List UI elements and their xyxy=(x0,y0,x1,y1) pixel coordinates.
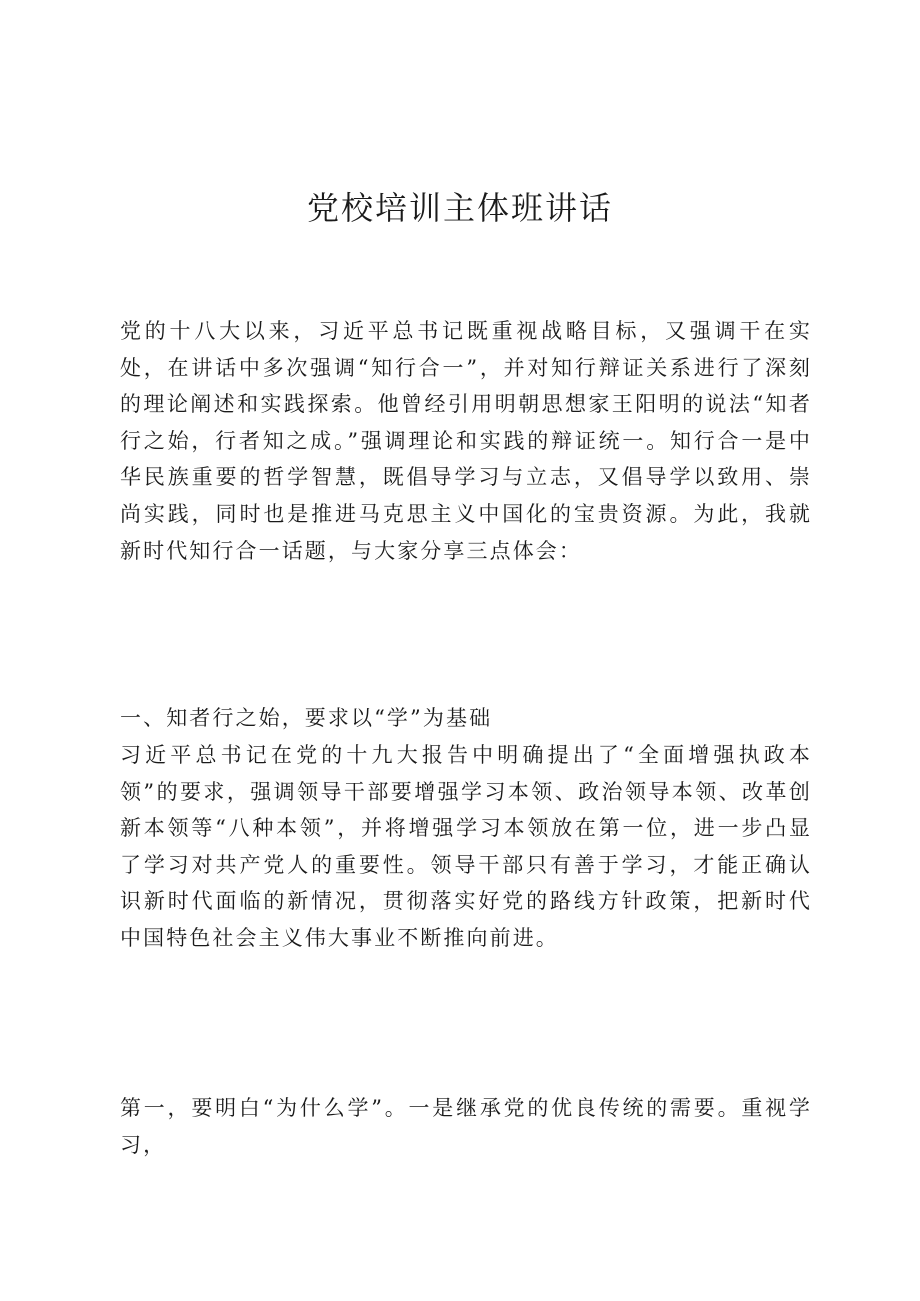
section-1-heading: 一、知者行之始，要求以“学”为基础 xyxy=(120,706,493,730)
intro-paragraph: 党的十八大以来，习近平总书记既重视战略目标，又强调干在实处，在讲话中多次强调“知行合一”，并对知行辩证关系进行了深刻的理论阐述和实践探索。他曾经引用明朝思想家王阳明的说法“知者行之始，行者知之成。”强调理论和实践的辩证统一。知行合一是中华民族重要的哲学智慧，既倡导学习与立志，又倡导学以致用、崇尚实践，同时也是推进马克思主义中国化的宝贵资源。为此，我就新时代知行合一话题，与大家分享三点体会： xyxy=(120,319,812,563)
point-1-paragraph: 第一，要明白“为什么学”。一是继承党的优良传统的需要。重视学习， xyxy=(120,1096,812,1157)
section-1-body-paragraph: 习近平总书记在党的十九大报告中明确提出了“全面增强执政本领”的要求，强调领导干部要增强学习本领、政治领导本领、改革创新本领等“八种本领”，并将增强学习本领放在第一位，进一步凸显了学习对共产党人的重要性。领导干部只有善于学习，才能正确认识新时代面临的新情况，贯彻落实好党的路线方针政策，把新时代中国特色社会主义伟大事业不断推向前进。 xyxy=(120,743,812,950)
document-title: 党校培训主体班讲话 xyxy=(306,189,613,227)
